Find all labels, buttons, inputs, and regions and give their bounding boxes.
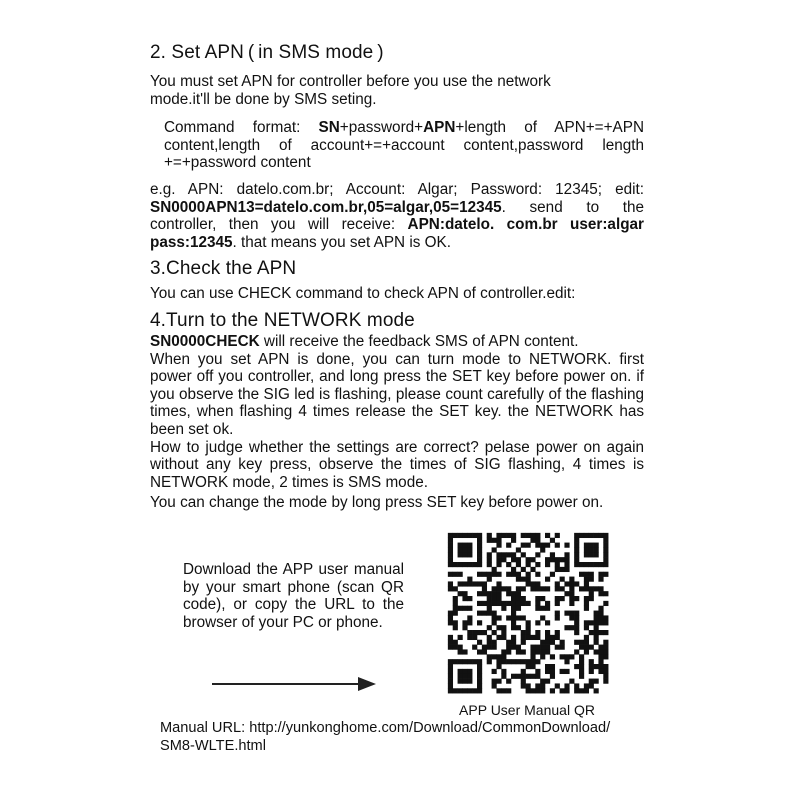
command-sn: SN [318,119,340,136]
manual-url-line-2[interactable]: SM8-WLTE.html [160,737,266,754]
example-command: SN0000APN13=datelo.com.br,05=algar,05=12345 [150,198,502,216]
example-end: . that means you set APN is OK. [232,233,452,251]
section-title-set-apn: 2. Set APN ( in SMS mode ) [150,42,384,63]
command-rest: +length of APN+=+APN content,length of account+=+account content,password length +=+password content [164,119,644,172]
check-command: SN0000CHECK [150,333,260,350]
arrow-head-icon [358,677,376,691]
example-reply: APN:datelo. com.br user:algar pass:12345 [150,216,644,251]
arrow-right-icon [212,683,362,685]
manual-url[interactable] [160,720,660,755]
section-title-network-mode: 4.Turn to the NETWORK mode [150,310,415,331]
command-format-label: Command format: [164,119,319,136]
download-instructions: Download the APP user manual by your smart phone (scan QR code), or copy the URL to the browser of your PC or phone. [183,561,404,631]
network-para-3: You can change the mode by long press SET key before power on. [150,494,604,512]
check-command-line [150,333,644,351]
qr-code-icon[interactable] [443,528,613,698]
command-format [164,119,644,172]
network-mode-body [150,333,644,512]
manual-url-line-1[interactable]: Manual URL: http://yunkonghome.com/Download/CommonDownload/ [160,720,611,736]
set-apn-intro: You must set APN for controller before you use the network mode.it'll be done by SMS seting. [150,73,551,108]
section-title-check-apn: 3.Check the APN [150,258,297,279]
network-para-2: How to judge whether the settings are correct? pelase power on again without any key press, observe the times of SIG flashing, 4 times is NETWORK mode, 2 times is SMS mode. [150,438,644,491]
apn-example [150,181,644,251]
example-intro: e.g. APN: datelo.com.br; Account: Algar; Password: 12345; edit: [150,181,644,198]
command-password: +password+ [339,119,424,136]
check-apn-text: You can use CHECK command to check APN of controller.edit: [150,285,576,302]
example-mid: . send to the controller, then you will receive: [150,198,644,234]
qr-caption: APP User Manual QR [459,702,595,718]
check-command-rest: will receive the feedback SMS of APN content. [259,333,579,350]
command-apn: APN [423,119,456,136]
network-para-1: When you set APN is done, you can turn mode to NETWORK. first power off you controller, and long press the SET key before power on. if you observe the SIG led is flashing, please count carefully of the flashing times, when flashing 4 times release the SET key. the NETWORK has been set ok. [150,350,644,438]
